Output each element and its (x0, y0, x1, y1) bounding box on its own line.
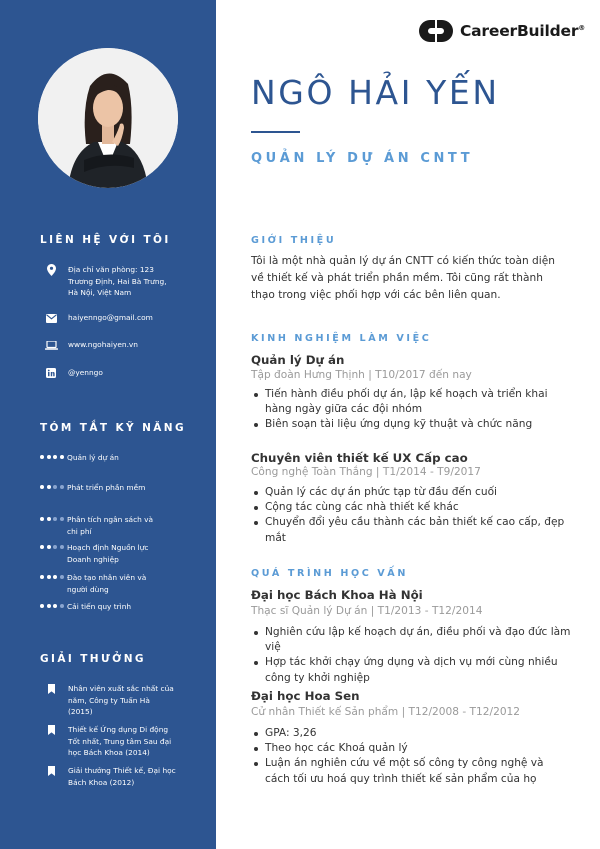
bullet-item: Biên soạn tài liệu ứng dụng kỹ thuật và chức năng (251, 417, 571, 432)
avatar (38, 48, 178, 188)
laptop-icon (44, 339, 58, 351)
skill-item (40, 514, 190, 537)
careerbuilder-mark-icon (419, 20, 453, 42)
school-name: Đại học Hoa Sen (251, 689, 360, 703)
bullet-item: Quản lý các dự án phức tạp từ đầu đến cuối (251, 485, 571, 500)
experience-heading: KINH NGHIỆM LÀM VIỆC (251, 333, 432, 344)
skill-label: Đào tạo nhân viên và người dùng (67, 573, 147, 594)
bullet-item: Nghiên cứu lập kế hoạch dự án, điều phối và đạo đức làm việ (251, 625, 571, 655)
skill-level-dots (40, 575, 64, 579)
award-text: Nhân viên xuất sắc nhất của năm, Công ty Tuấn Hà (2015) (68, 684, 174, 716)
skill-label: Quản lý dự án (67, 453, 119, 462)
bookmark-icon (44, 725, 58, 735)
skill-level-dots (40, 604, 64, 608)
bullet-item: Cộng tác cùng các nhà thiết kế khác (251, 500, 571, 515)
careerbuilder-logo (419, 20, 585, 42)
intro-text: Tôi là một nhà quản lý dự án CNTT có kiến thức toàn diện về thiết kế và phát triển phần mềm. Tôi cũng rất thành thạo trong việc phối hợp với các bên liên quan. (251, 255, 555, 301)
location-pin-icon (44, 264, 58, 276)
brand-name: CareerBuilder® (460, 22, 586, 40)
skill-label: Phát triển phần mềm (67, 483, 146, 492)
contact-address-text: Địa chỉ văn phòng: 123 Trương Định, Hai Bà Trưng, Hà Nội, Việt Nam (68, 265, 167, 297)
job-company-dates: Công nghệ Toàn Thắng | T1/2014 - T9/2017 (251, 466, 481, 478)
contact-website-text: www.ngohaiyen.vn (68, 340, 138, 349)
award-text: Giải thưởng Thiết kế, Đại học Bách Khoa (2012) (68, 766, 176, 787)
award-item (44, 683, 194, 718)
bullet-item: GPA: 3,26 (251, 726, 571, 741)
name-divider (251, 131, 300, 133)
linkedin-icon (44, 367, 58, 379)
bullet-item: Chuyển đổi yêu cầu thành các bản thiết kế cao cấp, đẹp mắt (251, 515, 571, 545)
registered-mark: ® (578, 23, 586, 32)
skill-level-dots (40, 455, 64, 459)
awards-heading: GIẢI THƯỞNG (40, 653, 146, 665)
job-bullets (251, 485, 571, 546)
skill-label: Phân tích ngân sách và chi phí (67, 515, 154, 536)
skill-level-dots (40, 485, 64, 489)
school-degree-dates: Thạc sĩ Quản lý Dự án | T1/2013 - T12/2014 (251, 605, 483, 617)
job-title: Quản lý Dự án (251, 353, 345, 367)
contact-website[interactable] (44, 339, 194, 351)
education-heading: QUÁ TRÌNH HỌC VẤN (251, 568, 408, 579)
skill-item (40, 452, 190, 464)
skill-item (40, 601, 190, 613)
contact-linkedin-text: @yenngo (68, 368, 103, 377)
contact-email-text: haiyenngo@gmail.com (68, 313, 153, 322)
contact-linkedin[interactable] (44, 367, 194, 379)
school-bullets (251, 726, 571, 787)
sidebar (0, 0, 216, 849)
skill-label: Hoạch định Nguồn lực Doanh nghiệp (67, 543, 149, 564)
contact-email[interactable] (44, 312, 194, 324)
job-title: Chuyên viên thiết kế UX Cấp cao (251, 451, 468, 465)
award-text: Thiết kế Ứng dụng Di động Tốt nhất, Trung tâm Sau đại học Bách Khoa (2014) (68, 725, 172, 757)
job-bullets (251, 387, 571, 433)
skill-level-dots (40, 545, 64, 549)
award-item (44, 765, 194, 788)
skill-label: Cải tiến quy trình (67, 602, 132, 611)
award-item (44, 724, 194, 759)
mail-icon (44, 312, 58, 324)
bullet-item: Luận án nghiên cứu về một số công ty công nghệ và cách tối ưu hoá quy trình thiết kế sản phẩm của họ (251, 756, 571, 786)
skill-item (40, 482, 190, 494)
skill-item (40, 542, 190, 565)
bookmark-icon (44, 766, 58, 776)
school-bullets (251, 625, 571, 686)
skills-heading: TÓM TẮT KỸ NĂNG (40, 422, 187, 434)
contact-address (44, 264, 194, 299)
candidate-name: NGÔ HẢI YẾN (251, 73, 500, 112)
skill-level-dots (40, 517, 64, 521)
job-company-dates: Tập đoàn Hưng Thịnh | T10/2017 đến nay (251, 369, 472, 381)
bullet-item: Theo học các Khoá quản lý (251, 741, 571, 756)
bullet-item: Hợp tác khởi chạy ứng dụng và dịch vụ mới cùng nhiều công ty khởi nghiệp (251, 655, 571, 685)
bookmark-icon (44, 684, 58, 694)
contact-heading: LIÊN HỆ VỚI TÔI (40, 234, 171, 246)
school-name: Đại học Bách Khoa Hà Nội (251, 588, 423, 602)
skill-item (40, 572, 190, 595)
candidate-role: QUẢN LÝ DỰ ÁN CNTT (251, 151, 474, 166)
bullet-item: Tiến hành điều phối dự án, lập kế hoạch và triển khai hàng ngày giữa các đội nhóm (251, 387, 571, 417)
intro-heading: GIỚI THIỆU (251, 235, 337, 246)
school-degree-dates: Cử nhân Thiết kế Sản phẩm | T12/2008 - T12/2012 (251, 706, 521, 718)
